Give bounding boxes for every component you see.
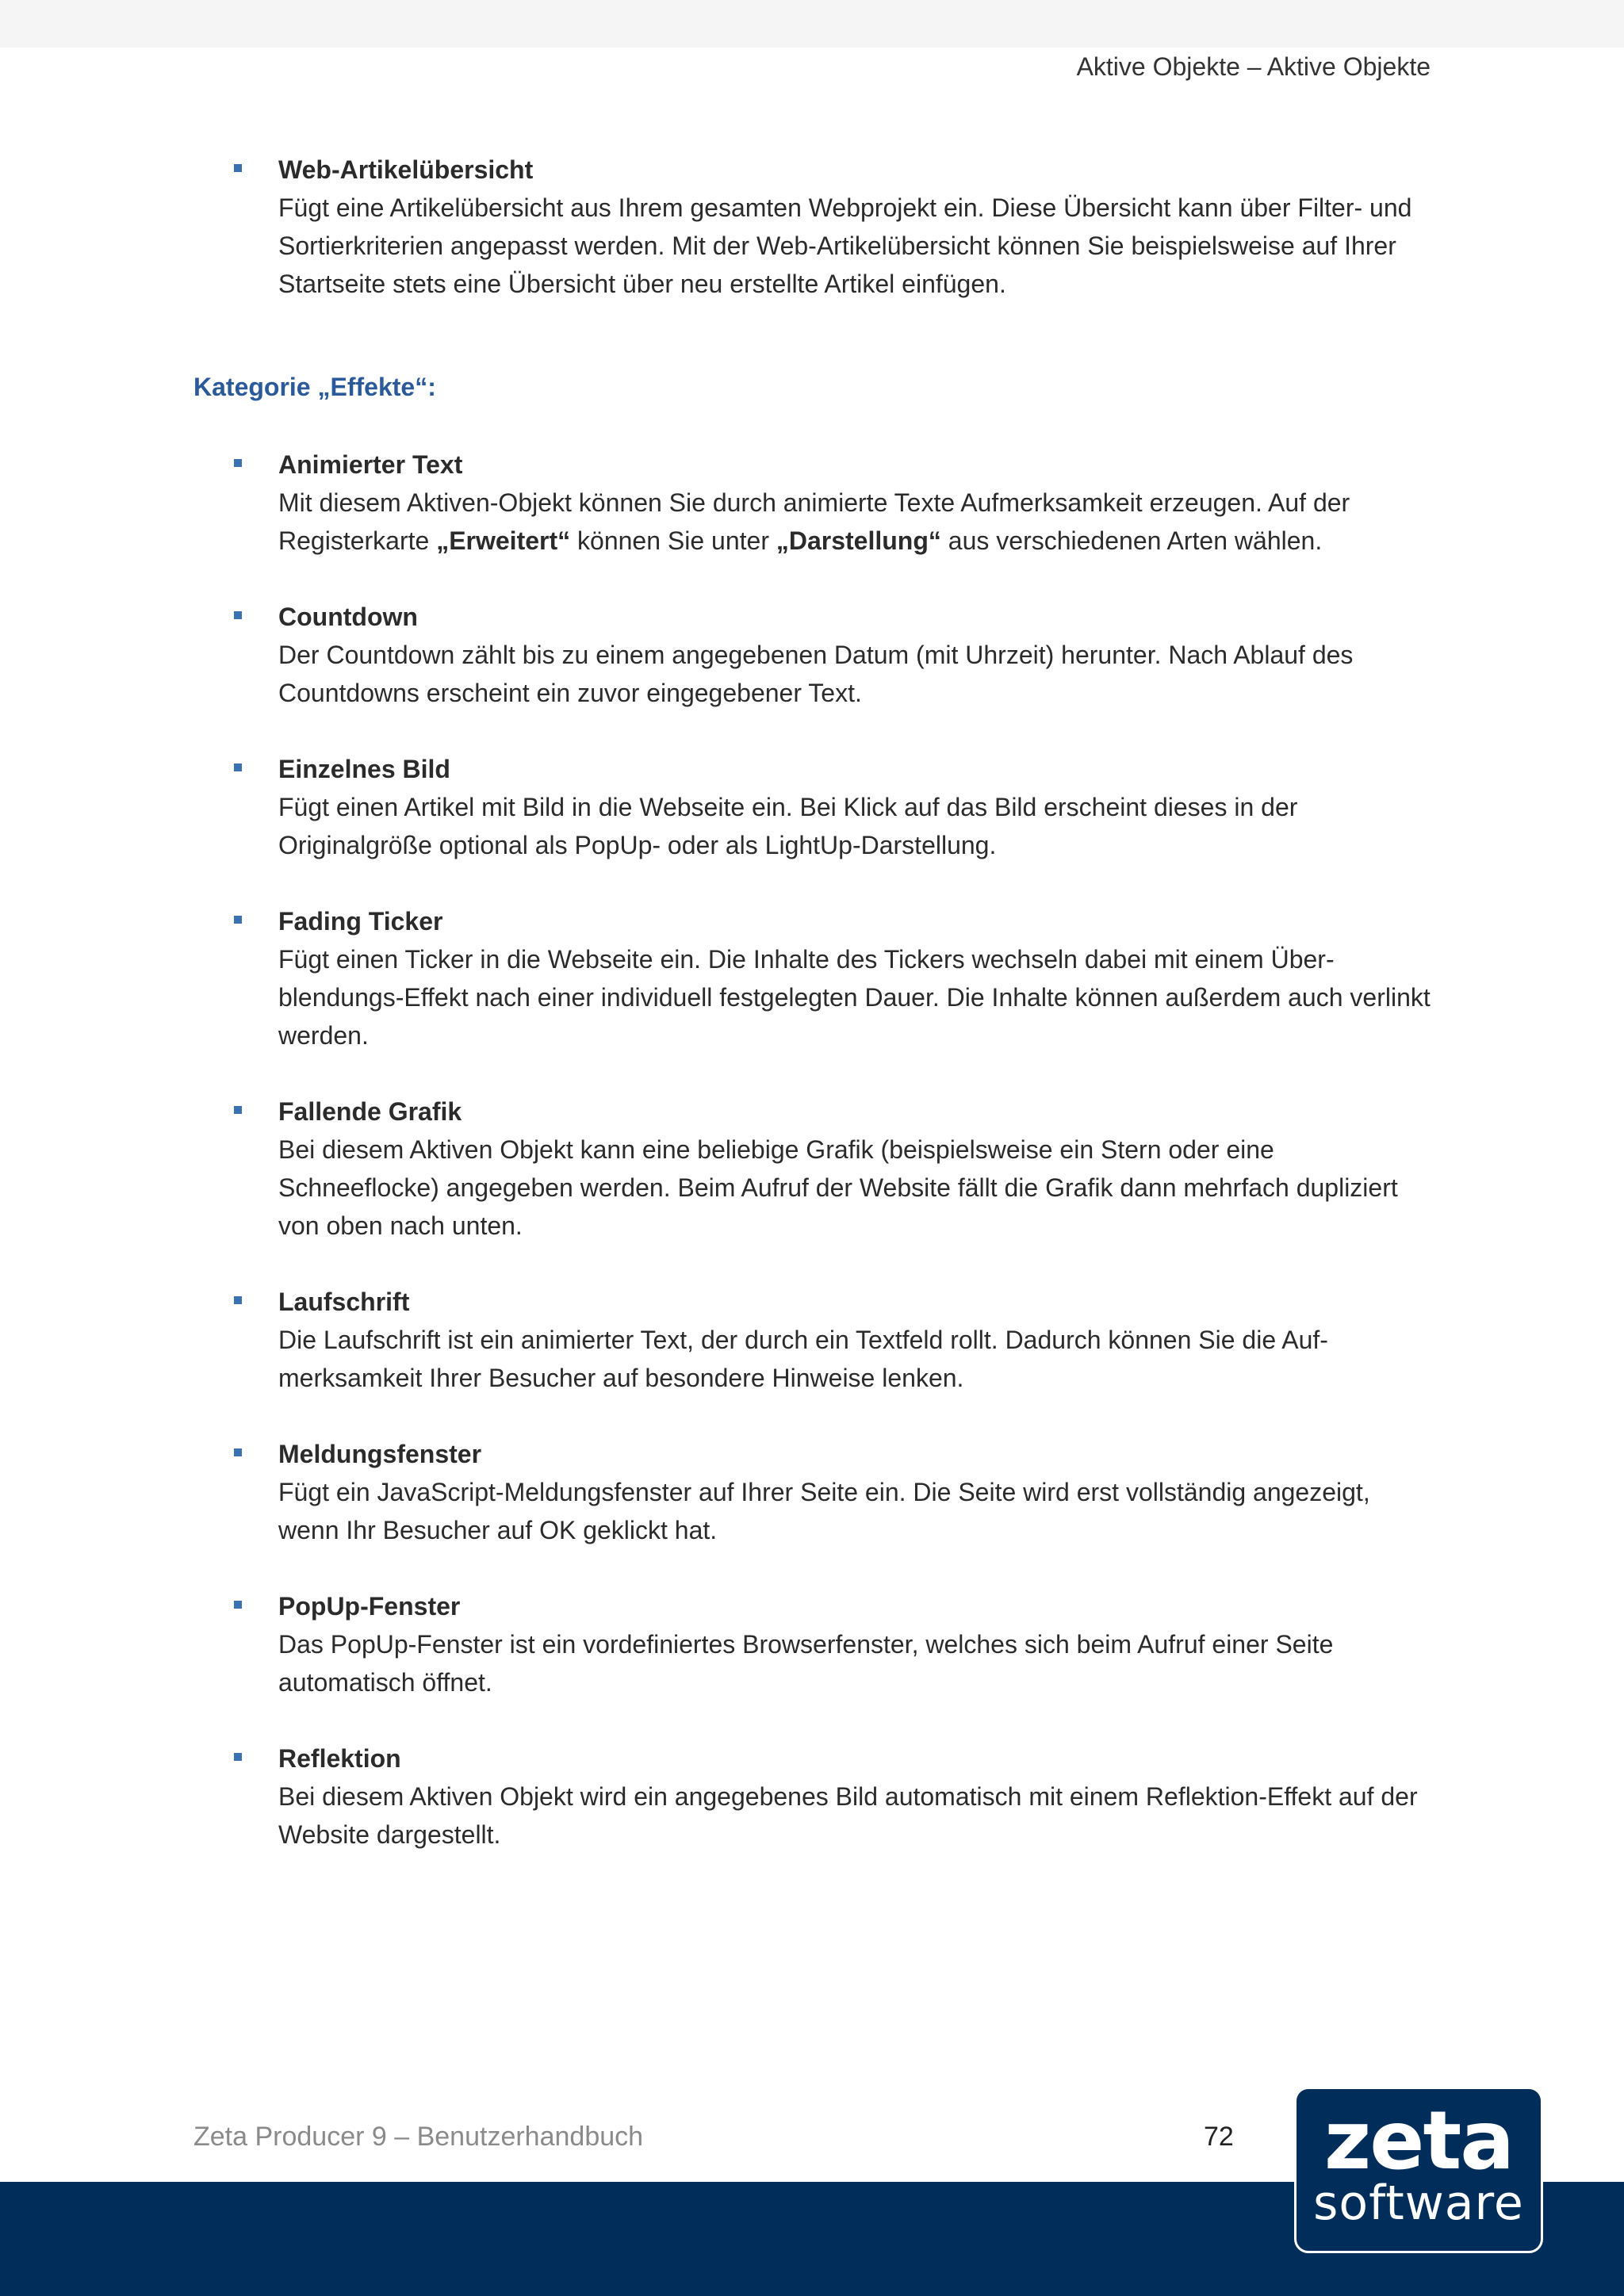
list-item: [0, 1435, 1624, 1549]
page-top-band: [0, 0, 1624, 48]
desc-text: können Sie unter: [570, 526, 776, 555]
list-item: [0, 1587, 1624, 1701]
desc-bold-option-name: „Darstellung“: [776, 526, 941, 555]
item-description: Fügt einen Ticker in die Webseite ein. Die Inhalte des Tickers wechseln dabei mit einem Überblendungs-Effekt nach einer individuell festgelegten Dauer. Die Inhalte können außerdem auch verlinkt werden.: [278, 945, 1431, 1050]
list-item: [0, 151, 1624, 303]
item-description: Die Laufschrift ist ein animierter Text, der durch ein Textfeld rollt. Dadurch können Sie die Aufmerksamkeit Ihrer Besucher auf besondere Hinweise lenken.: [278, 1326, 1328, 1392]
category-heading: Kategorie „Effekte“:: [193, 373, 436, 401]
list-item: [0, 1283, 1624, 1397]
list-item: [0, 750, 1624, 864]
square-bullet-icon: [234, 1753, 242, 1761]
footer-book-title: Zeta Producer 9 – Benutzerhandbuch: [193, 2122, 644, 2152]
item-title: Animierter Text: [278, 450, 463, 479]
desc-bold-tab-name: „Erweitert“: [436, 526, 571, 555]
zeta-software-logo: [1294, 2087, 1543, 2253]
item-title: Reflektion: [278, 1744, 401, 1773]
square-bullet-icon: [234, 459, 242, 467]
item-description: Das PopUp-Fenster ist ein vordefiniertes Browserfenster, welches sich beim Aufruf einer Seite automatisch öffnet.: [278, 1630, 1334, 1697]
square-bullet-icon: [234, 763, 242, 771]
square-bullet-icon: [234, 916, 242, 924]
item-description: [278, 484, 1436, 560]
item-title: Meldungsfenster: [278, 1440, 482, 1468]
square-bullet-icon: [234, 611, 242, 619]
item-description: Bei diesem Aktiven Objekt kann eine beliebige Grafik (beispielsweise ein Stern oder eine Schneeflocke) angegeben werden. Beim Aufruf der Website fällt die Grafik dann mehrfach dupliziert von oben nach unten.: [278, 1135, 1398, 1240]
item-title: PopUp-Fenster: [278, 1592, 461, 1621]
list-item: [0, 902, 1624, 1054]
square-bullet-icon: [234, 1296, 242, 1304]
square-bullet-icon: [234, 1448, 242, 1456]
effects-list: [0, 446, 1624, 1892]
square-bullet-icon: [234, 1106, 242, 1114]
running-head: Aktive Objekte – Aktive Objekte: [1076, 52, 1431, 81]
list-item: [0, 1093, 1624, 1245]
square-bullet-icon: [234, 1601, 242, 1609]
intro-list: [0, 151, 1624, 341]
list-item: [0, 598, 1624, 712]
item-title: Fallende Grafik: [278, 1097, 462, 1126]
item-title: Web-Artikelübersicht: [278, 155, 534, 184]
item-title: Laufschrift: [278, 1288, 410, 1316]
item-description: Bei diesem Aktiven Objekt wird ein angegebenes Bild automatisch mit einem Reflektion-Effekt auf der Website dargestellt.: [278, 1782, 1418, 1849]
item-title: Countdown: [278, 603, 418, 631]
item-description: Fügt eine Artikelübersicht aus Ihrem gesamten Webprojekt ein. Diese Übersicht kann über Filter- und Sortierkriterien angepasst werden. Mit der Web-Artikelübersicht können Sie beispielsweise auf Ihrer Startseite stets eine Übersicht über neu erstellte Artikel einfügen.: [278, 193, 1412, 298]
list-item: [0, 446, 1624, 560]
item-title: Fading Ticker: [278, 907, 443, 936]
logo-subtitle: software: [1313, 2175, 1524, 2231]
item-description: Fügt ein JavaScript-Meldungsfenster auf Ihrer Seite ein. Die Seite wird erst vollständig angezeigt, wenn Ihr Besucher auf OK geklickt hat.: [278, 1478, 1370, 1544]
desc-text: aus verschiedenen Arten wählen.: [940, 526, 1323, 555]
logo-wordmark: zeta: [1323, 2094, 1514, 2188]
list-item: [0, 1739, 1624, 1854]
item-description: Fügt einen Artikel mit Bild in die Webseite ein. Bei Klick auf das Bild erscheint dieses in der Originalgröße optional als PopUp- oder als LightUp-Darstellung.: [278, 793, 1298, 859]
item-description: Der Countdown zählt bis zu einem angegebenen Datum (mit Uhrzeit) herunter. Nach Ablauf des Countdowns erscheint ein zuvor eingegebener Text.: [278, 641, 1354, 707]
page-number: 72: [1204, 2122, 1234, 2152]
square-bullet-icon: [234, 164, 242, 172]
desc-text: Mit diesem Aktiven-Objekt können Sie durch animierte Texte Aufmerksamkeit erzeugen. Auf der Registerkarte: [278, 488, 1350, 555]
item-title: Einzelnes Bild: [278, 755, 450, 783]
